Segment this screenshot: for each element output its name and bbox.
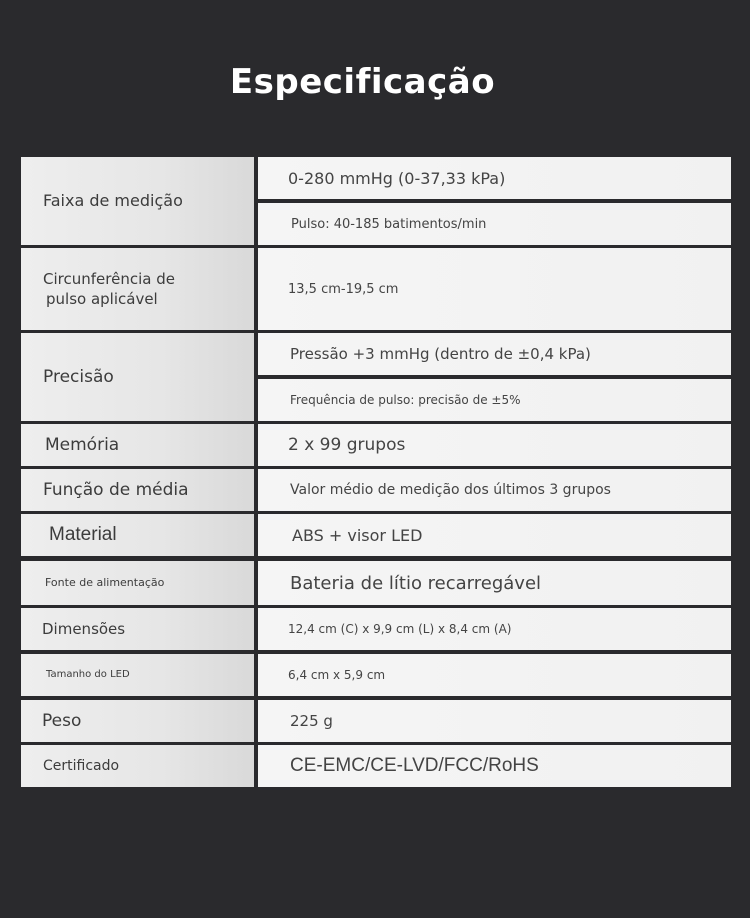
spec-label bbox=[21, 248, 254, 330]
spec-label: Memória bbox=[21, 424, 254, 466]
spec-value: 12,4 cm (C) x 9,9 cm (L) x 8,4 cm (A) bbox=[258, 608, 731, 650]
spec-label-line: Circunferência de bbox=[43, 269, 175, 288]
spec-value: 0-280 mmHg (0-37,33 kPa) bbox=[258, 157, 731, 199]
spec-value: 13,5 cm-19,5 cm bbox=[258, 248, 731, 330]
spec-value: CE-EMC/CE-LVD/FCC/RoHS bbox=[258, 745, 731, 787]
spec-value: Pulso: 40-185 batimentos/min bbox=[258, 203, 731, 245]
spec-value: Pressão +3 mmHg (dentro de ±0,4 kPa) bbox=[258, 333, 731, 375]
spec-label-line: pulso aplicável bbox=[46, 290, 158, 308]
spec-row-dimensions bbox=[21, 608, 731, 650]
spec-label: Dimensões bbox=[21, 608, 254, 650]
spec-row-average-function bbox=[21, 469, 731, 511]
spec-row-certificate bbox=[21, 745, 731, 787]
spec-value: 6,4 cm x 5,9 cm bbox=[258, 654, 731, 696]
spec-label: Tamanho do LED bbox=[21, 654, 254, 696]
spec-value: Frequência de pulso: precisão de ±5% bbox=[258, 379, 731, 421]
spec-label: Função de média bbox=[21, 469, 254, 511]
spec-value: 225 g bbox=[258, 700, 731, 742]
spec-value: 2 x 99 grupos bbox=[258, 424, 731, 466]
spec-value: ABS + visor LED bbox=[258, 514, 731, 556]
spec-row-led-size bbox=[21, 654, 731, 696]
spec-row-memory bbox=[21, 424, 731, 466]
spec-label: Certificado bbox=[21, 745, 254, 787]
spec-row-cuff-circumference bbox=[21, 248, 731, 330]
spec-label: Material bbox=[21, 514, 254, 556]
spec-label: Precisão bbox=[21, 333, 254, 421]
spec-row-power-source bbox=[21, 561, 731, 605]
spec-value: Valor médio de medição dos últimos 3 grupos bbox=[258, 469, 731, 511]
spec-row-material bbox=[21, 514, 731, 556]
spec-label: Peso bbox=[21, 700, 254, 742]
spec-row-measurement-range bbox=[21, 157, 731, 245]
page-title: Especificação bbox=[229, 62, 496, 102]
spec-row-precision bbox=[21, 333, 731, 421]
spec-label: Fonte de alimentação bbox=[21, 561, 254, 605]
spec-row-weight bbox=[21, 700, 731, 742]
spec-label: Faixa de medição bbox=[21, 157, 254, 245]
spec-value: Bateria de lítio recarregável bbox=[258, 561, 731, 605]
